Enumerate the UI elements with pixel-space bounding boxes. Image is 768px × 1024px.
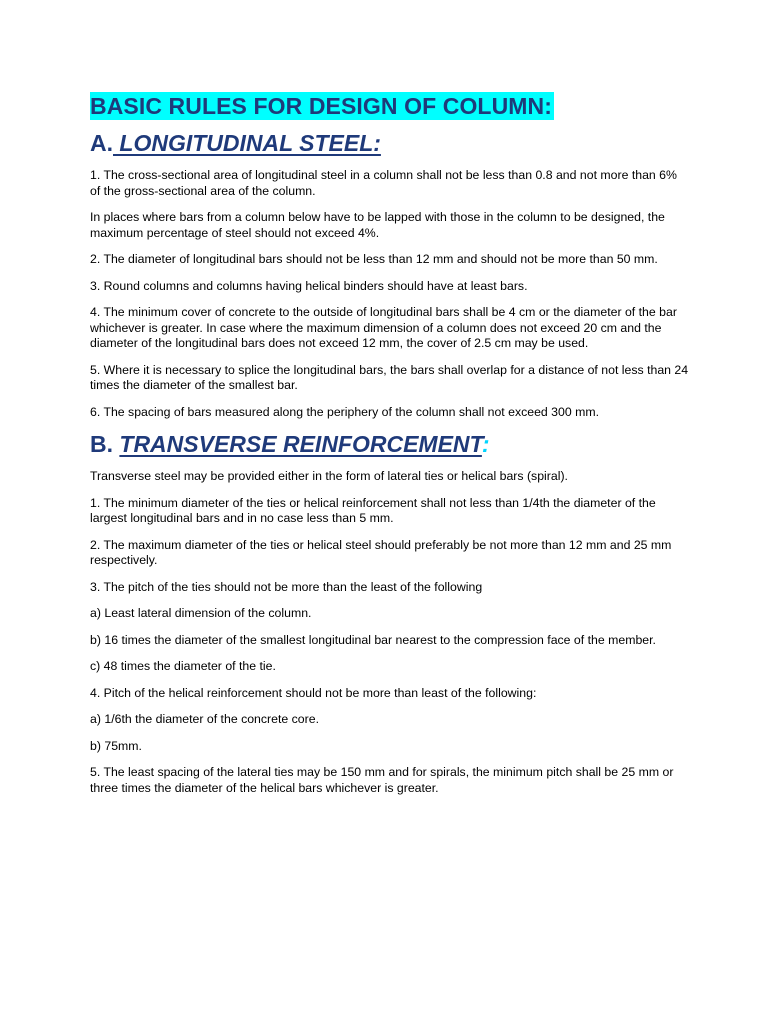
section-b-paragraph: a) Least lateral dimension of the column.: [90, 606, 312, 620]
section-b-paragraph: b) 75mm.: [90, 738, 142, 753]
section-b-paragraph: c) 48 times the diameter of the tie.: [90, 659, 276, 673]
section-b-paragraph: 4. Pitch of the helical reinforcement should not be more than least of the following:: [90, 685, 537, 700]
section-b-paragraph: 2. The maximum diameter of the ties or helical steel should preferably be not more than 12 mm and 25 mm respectively.: [90, 537, 672, 567]
document-title: BASIC RULES FOR DESIGN OF COLUMN:: [90, 93, 553, 119]
section-b-paragraph: Transverse steel may be provided either in the form of lateral ties or helical bars (spiral).: [90, 469, 568, 483]
section-b-colon: :: [481, 431, 490, 457]
section-a-letter: A.: [90, 130, 113, 156]
section-a-paragraph: 5. Where it is necessary to splice the longitudinal bars, the bars shall overlap for a distance of not less than 24 times the diameter of the smallest bar.: [90, 362, 689, 392]
section-b-paragraph: 1. The minimum diameter of the ties or helical reinforcement shall not less than 1/4th the diameter of the largest longitudinal bars and in no case less than 5 mm.: [90, 495, 656, 525]
section-b-paragraph: 3. The pitch of the ties should not be more than the least of the following: [90, 579, 483, 594]
document-page: [90, 92, 690, 796]
section-b-letter: B.: [90, 431, 120, 457]
section-b-paragraph: b) 16 times the diameter of the smallest longitudinal bar nearest to the compression face of the member.: [90, 632, 656, 647]
section-a-paragraph: 2. The diameter of longitudinal bars should not be less than 12 mm and should not be more than 50 mm.: [90, 252, 658, 266]
section-a-heading: [90, 129, 690, 157]
section-a-paragraph: 4. The minimum cover of concrete to the outside of longitudinal bars shall be 4 cm or the diameter of the bar whichever is greater. In case where the maximum dimension of a column does not exceed 20 cm and the diameter of the longitudinal bars does not exceed 12 mm, the cover of 2.5 cm may be used.: [90, 305, 677, 350]
section-a-paragraph: In places where bars from a column below have to be lapped with those in the column to be designed, the maximum percentage of steel should not exceed 4%.: [90, 210, 665, 240]
section-a-paragraph: 6. The spacing of bars measured along the periphery of the column shall not exceed 300 mm.: [90, 404, 600, 419]
section-b-paragraph: a) 1/6th the diameter of the concrete core.: [90, 712, 319, 726]
section-b-paragraph: 5. The least spacing of the lateral ties may be 150 mm and for spirals, the minimum pitch shall be 25 mm or three times the diameter of the helical bars whichever is greater.: [90, 765, 674, 795]
section-a-title: LONGITUDINAL STEEL:: [113, 130, 381, 156]
section-a-paragraph: 1. The cross-sectional area of longitudinal steel in a column shall not be less than 0.8 and not more than 6% of the gross-sectional area of the column.: [90, 168, 677, 198]
section-b-heading: [90, 430, 690, 458]
section-a-paragraph: 3. Round columns and columns having helical binders should have at least bars.: [90, 278, 528, 293]
section-b-title: TRANSVERSE REINFORCEMENT: [119, 431, 482, 457]
